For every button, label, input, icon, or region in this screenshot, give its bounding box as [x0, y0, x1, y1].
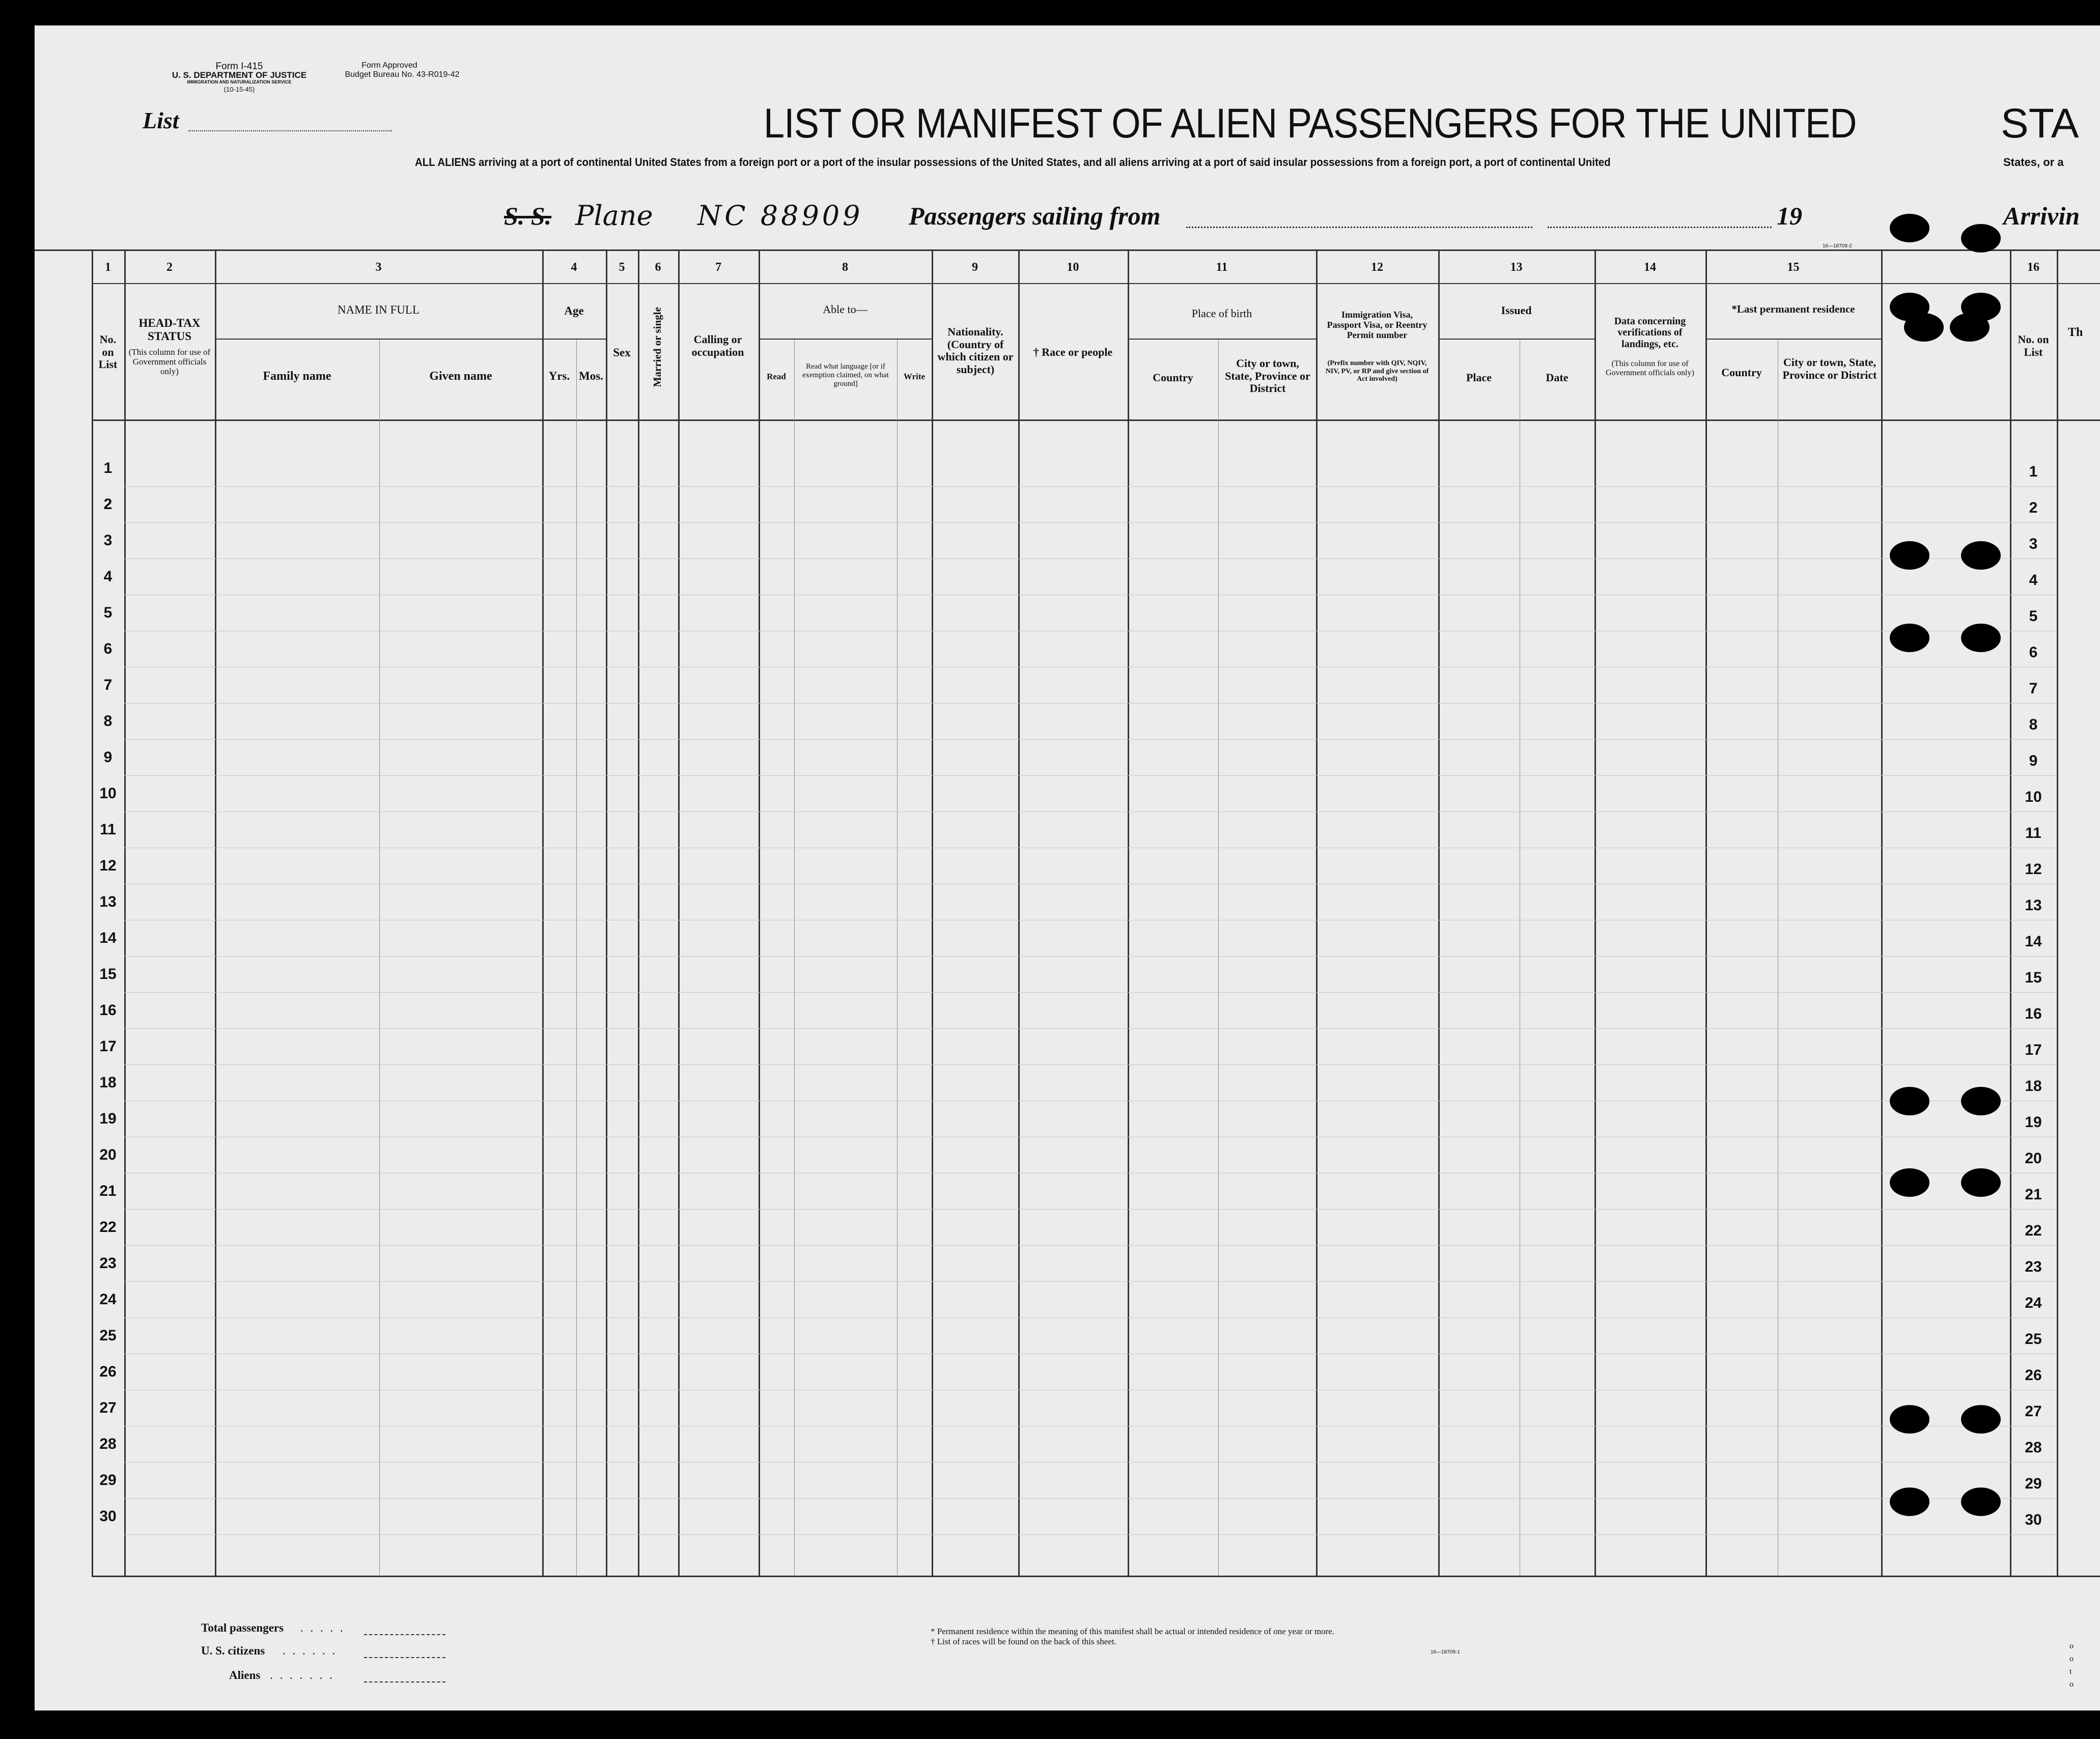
list-item: 6	[2029, 644, 2038, 661]
list-item: 17	[99, 1038, 117, 1055]
manifest-subtitle-continuation: States, or a	[2003, 156, 2064, 169]
total-passengers-label: Total passengers	[201, 1621, 284, 1634]
top-print-code: 16—18709-2	[1823, 243, 1852, 249]
list-item: 30	[2025, 1511, 2042, 1528]
list-item: 15	[99, 966, 117, 983]
list-item: 1	[103, 460, 113, 476]
list-item: 30	[99, 1508, 117, 1525]
list-item: 6	[103, 640, 113, 657]
list-item: 23	[2025, 1258, 2042, 1275]
form-approved: Form Approved	[361, 61, 417, 70]
list-item: 7	[103, 677, 113, 693]
header-issued: Issued	[1501, 304, 1532, 317]
list-item: 5	[2029, 608, 2038, 625]
arriving-label: Arrivin	[2003, 202, 2080, 230]
header-birth-city: City or town, State, Province or District	[1225, 357, 1310, 395]
list-item: 18	[2025, 1078, 2042, 1095]
edge-fragment: o	[2069, 1654, 2074, 1663]
list-item: 2	[103, 496, 113, 513]
list-item: 4	[103, 568, 113, 585]
list-item: 13	[2025, 897, 2042, 914]
list-item: 15	[2025, 969, 2042, 986]
header-read: Read	[767, 372, 786, 381]
list-item: 14	[2025, 933, 2042, 950]
table-top-rule	[35, 249, 2100, 251]
list-item: 29	[99, 1472, 117, 1489]
edge-fragment: t	[2069, 1667, 2072, 1676]
us-citizens-label: U. S. citizens	[201, 1644, 265, 1657]
list-item: 2	[2029, 499, 2038, 516]
header-residence-city: City or town, State, Province or District	[1782, 356, 1877, 381]
vessel-name-handwritten[interactable]: Plane	[575, 200, 653, 232]
header-birth-country: Country	[1153, 371, 1193, 384]
header-place-of-birth: Place of birth	[1191, 307, 1252, 320]
aliens-leader: . . . . . . .	[270, 1669, 334, 1681]
list-item: 26	[2025, 1367, 2042, 1384]
header-last-residence: *Last permanent residence	[1731, 303, 1855, 315]
list-item: 14	[99, 930, 117, 946]
form-number: Form I-415	[215, 61, 263, 72]
header-name-in-full: NAME IN FULL	[338, 303, 419, 316]
list-item: 4	[2029, 572, 2038, 588]
us-citizens-leader: . . . . . .	[283, 1644, 338, 1657]
aliens-label: Aliens	[229, 1669, 261, 1681]
list-item: 22	[2025, 1222, 2042, 1239]
footnote-permanent-residence: * Permanent residence within the meaning of this manifest shall be actual or intended residence of one year or more.	[931, 1626, 1335, 1636]
edge-fragment: o	[2069, 1642, 2074, 1650]
header-edge-partial: Th	[2068, 326, 2083, 339]
footnote-races: † List of races will be found on the back of this sheet.	[931, 1637, 1116, 1646]
header-residence-country: Country	[1721, 366, 1762, 379]
header-issued-date: Date	[1546, 371, 1569, 384]
list-item: 27	[2025, 1403, 2042, 1420]
header-no-on-list-right: No. on List	[2018, 333, 2049, 358]
header-head-tax-note: (This column for use of Government officials only)	[128, 347, 211, 377]
list-item: 13	[99, 893, 117, 910]
header-issued-place: Place	[1466, 371, 1492, 384]
list-item: 29	[2025, 1475, 2042, 1492]
header-no-on-list: No. on List	[98, 333, 118, 371]
list-item: 8	[2029, 716, 2038, 733]
list-item: 7	[2029, 680, 2038, 697]
list-item: 19	[2025, 1114, 2042, 1131]
list-item: 9	[2029, 752, 2038, 769]
header-visa-note: (Prefix number with QIV, NQIV, NIV, PV, or RP and give section of Act involved)	[1325, 359, 1429, 383]
list-item: 11	[100, 821, 116, 838]
department: U. S. DEPARTMENT OF JUSTICE	[172, 70, 307, 80]
year-label: 19	[1777, 202, 1802, 230]
header-family-name: Family name	[263, 370, 331, 383]
list-item: 5	[103, 604, 113, 621]
vessel-number-handwritten[interactable]: NC 88909	[697, 200, 863, 232]
list-item: 20	[2025, 1150, 2042, 1167]
list-item: 9	[103, 749, 113, 766]
list-item: 23	[99, 1255, 117, 1272]
header-bottom-rule	[92, 419, 2100, 421]
header-read-language: Read what language [or if exemption claimed, on what ground]	[802, 362, 889, 388]
header-race: † Race or people	[1033, 346, 1113, 358]
list-number-field[interactable]	[188, 127, 392, 131]
list-item: 3	[2029, 536, 2038, 552]
header-nationality: Nationality. (Country of which citizen or subject)	[937, 325, 1014, 376]
list-item: 24	[99, 1291, 117, 1308]
list-item: 24	[2025, 1295, 2042, 1311]
header-calling: Calling or occupation	[691, 333, 744, 358]
footer-print-code: 16—18709-1	[1431, 1649, 1460, 1655]
list-item: 22	[99, 1219, 117, 1236]
budget-bureau: Budget Bureau No. 43-R019-42	[345, 70, 460, 79]
header-data-note: (This column for use of Government officials only)	[1606, 359, 1694, 377]
list-item: 19	[99, 1110, 117, 1127]
list-item: 12	[2025, 861, 2042, 878]
header-head-tax: HEAD-TAX STATUS	[138, 317, 201, 343]
list-item: 21	[99, 1183, 117, 1199]
list-item: 25	[2025, 1331, 2042, 1348]
service: IMMIGRATION AND NATURALIZATION SERVICE	[187, 79, 292, 85]
header-data-concerning: Data concerning verifications of landings, etc.	[1614, 316, 1686, 350]
header-yrs: Yrs.	[548, 370, 570, 382]
edge-fragment: o	[2069, 1680, 2074, 1689]
header-visa: Immigration Visa, Passport Visa, or Reentry Permit number	[1327, 310, 1427, 341]
list-item: 18	[99, 1074, 117, 1091]
list-item: 1	[2029, 463, 2038, 480]
sailing-from-field[interactable]	[1186, 227, 1532, 228]
list-item: 17	[2025, 1042, 2042, 1058]
header-given-name: Given name	[429, 370, 492, 383]
list-item: 3	[103, 532, 113, 549]
list-item: 11	[2025, 825, 2041, 842]
list-item: 10	[2025, 789, 2042, 805]
aliens-field[interactable]	[364, 1681, 445, 1682]
list-item: 28	[99, 1436, 117, 1452]
list-item: 27	[99, 1399, 117, 1416]
header-mos: Mos.	[579, 370, 603, 382]
list-item: 21	[2025, 1186, 2042, 1203]
header-able-to: Able to—	[823, 303, 867, 316]
sailing-from-label: Passengers sailing from	[909, 202, 1161, 230]
form-date: (10-15-45)	[223, 86, 255, 93]
total-passengers-leader: . . . . .	[300, 1621, 345, 1634]
header-write: Write	[903, 372, 926, 381]
header-age: Age	[564, 304, 584, 317]
header-sex: Sex	[613, 346, 631, 359]
us-citizens-field[interactable]	[364, 1657, 445, 1658]
manifest-subtitle: ALL ALIENS arriving at a port of continental United States from a foreign port or a port of the insular possessions of the United States, and all aliens arriving at a port of said insular possessions from a foreign port, a port of continental United	[415, 156, 1611, 169]
list-item: 8	[103, 713, 113, 730]
list-item: 26	[99, 1363, 117, 1380]
header-married: Married or single	[651, 307, 664, 387]
list-label: List	[143, 107, 179, 133]
list-item: 10	[99, 785, 117, 802]
manifest-title: LIST OR MANIFEST OF ALIEN PASSENGERS FOR THE UNITED	[764, 100, 1857, 147]
manifest-sheet	[35, 25, 2100, 1710]
list-item: 16	[2025, 1005, 2042, 1022]
total-passengers-field[interactable]	[364, 1634, 445, 1635]
list-item: 12	[99, 857, 117, 874]
ss-prefix: S. S.	[504, 202, 552, 230]
table-bottom-rule	[92, 1576, 2100, 1577]
manifest-title-continuation: STA	[2001, 100, 2079, 147]
sailing-date-field[interactable]	[1548, 227, 1772, 228]
list-item: 25	[99, 1327, 117, 1344]
list-item: 16	[99, 1002, 117, 1019]
column-number-rule	[92, 283, 2100, 284]
list-item: 20	[99, 1146, 117, 1163]
list-item: 28	[2025, 1439, 2042, 1456]
